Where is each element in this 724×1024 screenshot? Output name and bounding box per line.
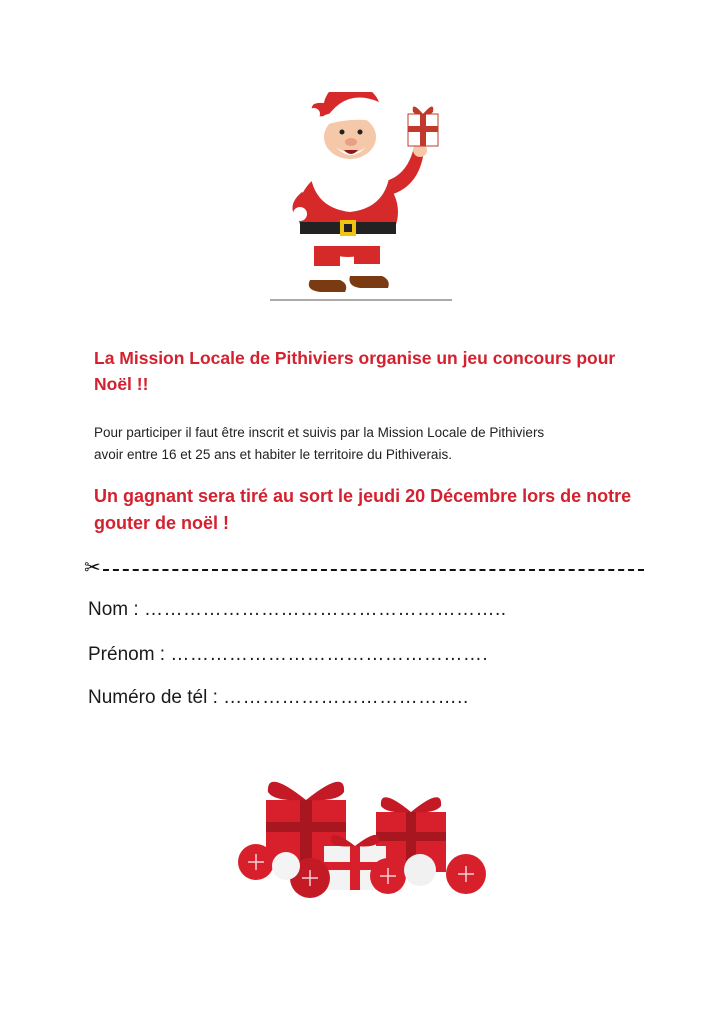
name-label: Nom : <box>88 599 144 620</box>
gifts-illustration <box>228 770 498 900</box>
phone-label: Numéro de tél : <box>88 687 224 708</box>
dashed-divider <box>103 569 644 571</box>
conditions-line-2: avoir entre 16 et 25 ans et habiter le territoire du Pithiverais. <box>94 447 452 462</box>
headline-contest: La Mission Locale de Pithiviers organise un jeu concours pour Noël !! <box>94 348 616 394</box>
cut-line <box>84 556 644 580</box>
phone-dots: ……………………………….. <box>223 687 469 708</box>
firstname-label: Prénom : <box>88 644 171 665</box>
participation-conditions <box>94 422 654 466</box>
conditions-line-1: Pour participer il faut être inscrit et suivis par la Mission Locale de Pithiviers <box>94 425 545 440</box>
name-field[interactable] <box>88 599 507 621</box>
phone-field[interactable] <box>88 687 469 709</box>
firstname-field[interactable] <box>88 644 488 666</box>
headline-winner: Un gagnant sera tiré au sort le jeudi 20 Décembre lors de notre gouter de noël ! <box>94 486 632 533</box>
santa-illustration <box>270 92 460 307</box>
firstname-dots: …………………………………………. <box>170 644 489 665</box>
name-dots: ……………………………………………….. <box>143 599 507 620</box>
scissors-icon: ✂ <box>84 557 101 579</box>
